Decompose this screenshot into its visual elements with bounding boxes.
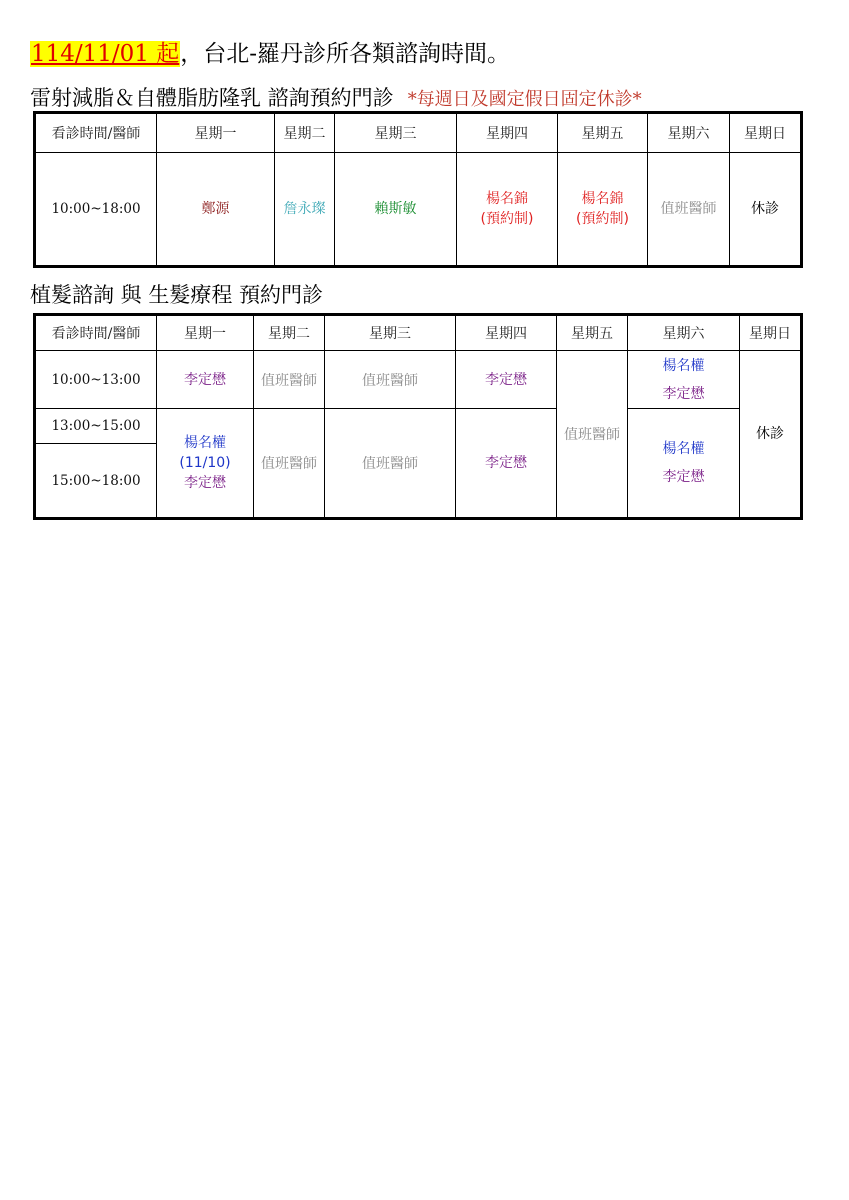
doctor-name: 楊名權	[662, 441, 705, 457]
closed-label: 休診	[756, 426, 784, 442]
on-duty-doctor: 值班醫師	[564, 427, 620, 443]
header-sun: 星期日	[740, 315, 802, 351]
cell-mon-am	[157, 351, 254, 409]
page-title	[30, 38, 510, 70]
cell-sun	[740, 351, 802, 519]
doctor-name: 李定懋	[485, 455, 527, 471]
time-slot: 15:00~18:00	[35, 444, 157, 519]
cell-sat-am	[628, 351, 740, 409]
doctor-name: 鄭源	[201, 201, 230, 217]
table-header-row	[35, 113, 802, 153]
cell-thu-pm	[456, 409, 557, 519]
on-duty-doctor: 值班醫師	[261, 372, 317, 389]
time-slot: 10:00~13:00	[35, 351, 157, 409]
header-thu: 星期四	[457, 113, 558, 153]
header-tue: 星期二	[275, 113, 335, 153]
appointment-note: (預約制)	[576, 211, 629, 227]
doctor-name: 楊名錦	[581, 191, 624, 207]
cell-wed	[335, 153, 457, 267]
title-text: ，台北-羅丹診所各類諮詢時間。	[180, 41, 511, 67]
on-duty-doctor: 值班醫師	[660, 201, 717, 217]
table-header-row	[35, 315, 802, 351]
cell-sat-pm	[628, 409, 740, 519]
cell-thu	[457, 153, 558, 267]
doctor-name: 李定懋	[485, 371, 527, 388]
section1-heading	[30, 84, 642, 114]
header-mon: 星期一	[157, 315, 254, 351]
date-note: (11/10)	[179, 455, 231, 471]
header-time-doctor: 看診時間/醫師	[35, 315, 157, 351]
closed-label: 休診	[751, 201, 779, 217]
on-duty-doctor: 值班醫師	[362, 456, 418, 472]
header-wed: 星期三	[335, 113, 457, 153]
on-duty-doctor: 值班醫師	[362, 372, 418, 389]
doctor-name: 李定懋	[662, 385, 705, 402]
cell-tue-pm	[254, 409, 325, 519]
table-row	[35, 409, 802, 444]
section2-heading	[30, 281, 323, 309]
section2-schedule-table	[33, 313, 803, 520]
table-row	[35, 153, 802, 267]
time-slot: 10:00~18:00	[35, 153, 157, 267]
cell-mon	[157, 153, 275, 267]
cell-wed-pm	[325, 409, 456, 519]
appointment-note: (預約制)	[480, 211, 534, 227]
section1-title: 雷射減脂＆自體脂肪隆乳 諮詢預約門診	[30, 86, 394, 110]
closure-note: *每週日及國定假日固定休診*	[407, 89, 642, 110]
header-fri: 星期五	[557, 315, 628, 351]
doctor-name: 李定懋	[184, 475, 226, 491]
on-duty-doctor: 值班醫師	[261, 456, 317, 472]
doctor-name: 李定懋	[662, 469, 705, 485]
header-sun: 星期日	[730, 113, 802, 153]
header-tue: 星期二	[254, 315, 325, 351]
doctor-name: 賴斯敏	[374, 201, 417, 217]
header-fri: 星期五	[558, 113, 648, 153]
doctor-name: 詹永璨	[283, 201, 326, 217]
cell-fri	[558, 153, 648, 267]
header-mon: 星期一	[157, 113, 275, 153]
header-sat: 星期六	[648, 113, 730, 153]
cell-mon-pm	[157, 409, 254, 519]
table-row	[35, 351, 802, 409]
doctor-name: 楊名權	[662, 357, 705, 374]
section2-title: 植髮諮詢 與 生髮療程 預約門診	[30, 283, 324, 307]
doctor-name: 李定懋	[184, 371, 226, 388]
section1-schedule-table	[33, 111, 803, 268]
cell-thu-am	[456, 351, 557, 409]
cell-sun	[730, 153, 802, 267]
header-time-doctor: 看診時間/醫師	[35, 113, 157, 153]
time-slot: 13:00~15:00	[35, 409, 157, 444]
header-thu: 星期四	[456, 315, 557, 351]
doctor-name: 楊名錦	[486, 191, 528, 207]
cell-tue	[275, 153, 335, 267]
header-wed: 星期三	[325, 315, 456, 351]
header-sat: 星期六	[628, 315, 740, 351]
doctor-name: 楊名權	[184, 435, 226, 451]
cell-wed-am	[325, 351, 456, 409]
cell-tue-am	[254, 351, 325, 409]
cell-fri	[557, 351, 628, 519]
cell-sat	[648, 153, 730, 267]
effective-date: 114/11/01 起	[31, 41, 180, 67]
